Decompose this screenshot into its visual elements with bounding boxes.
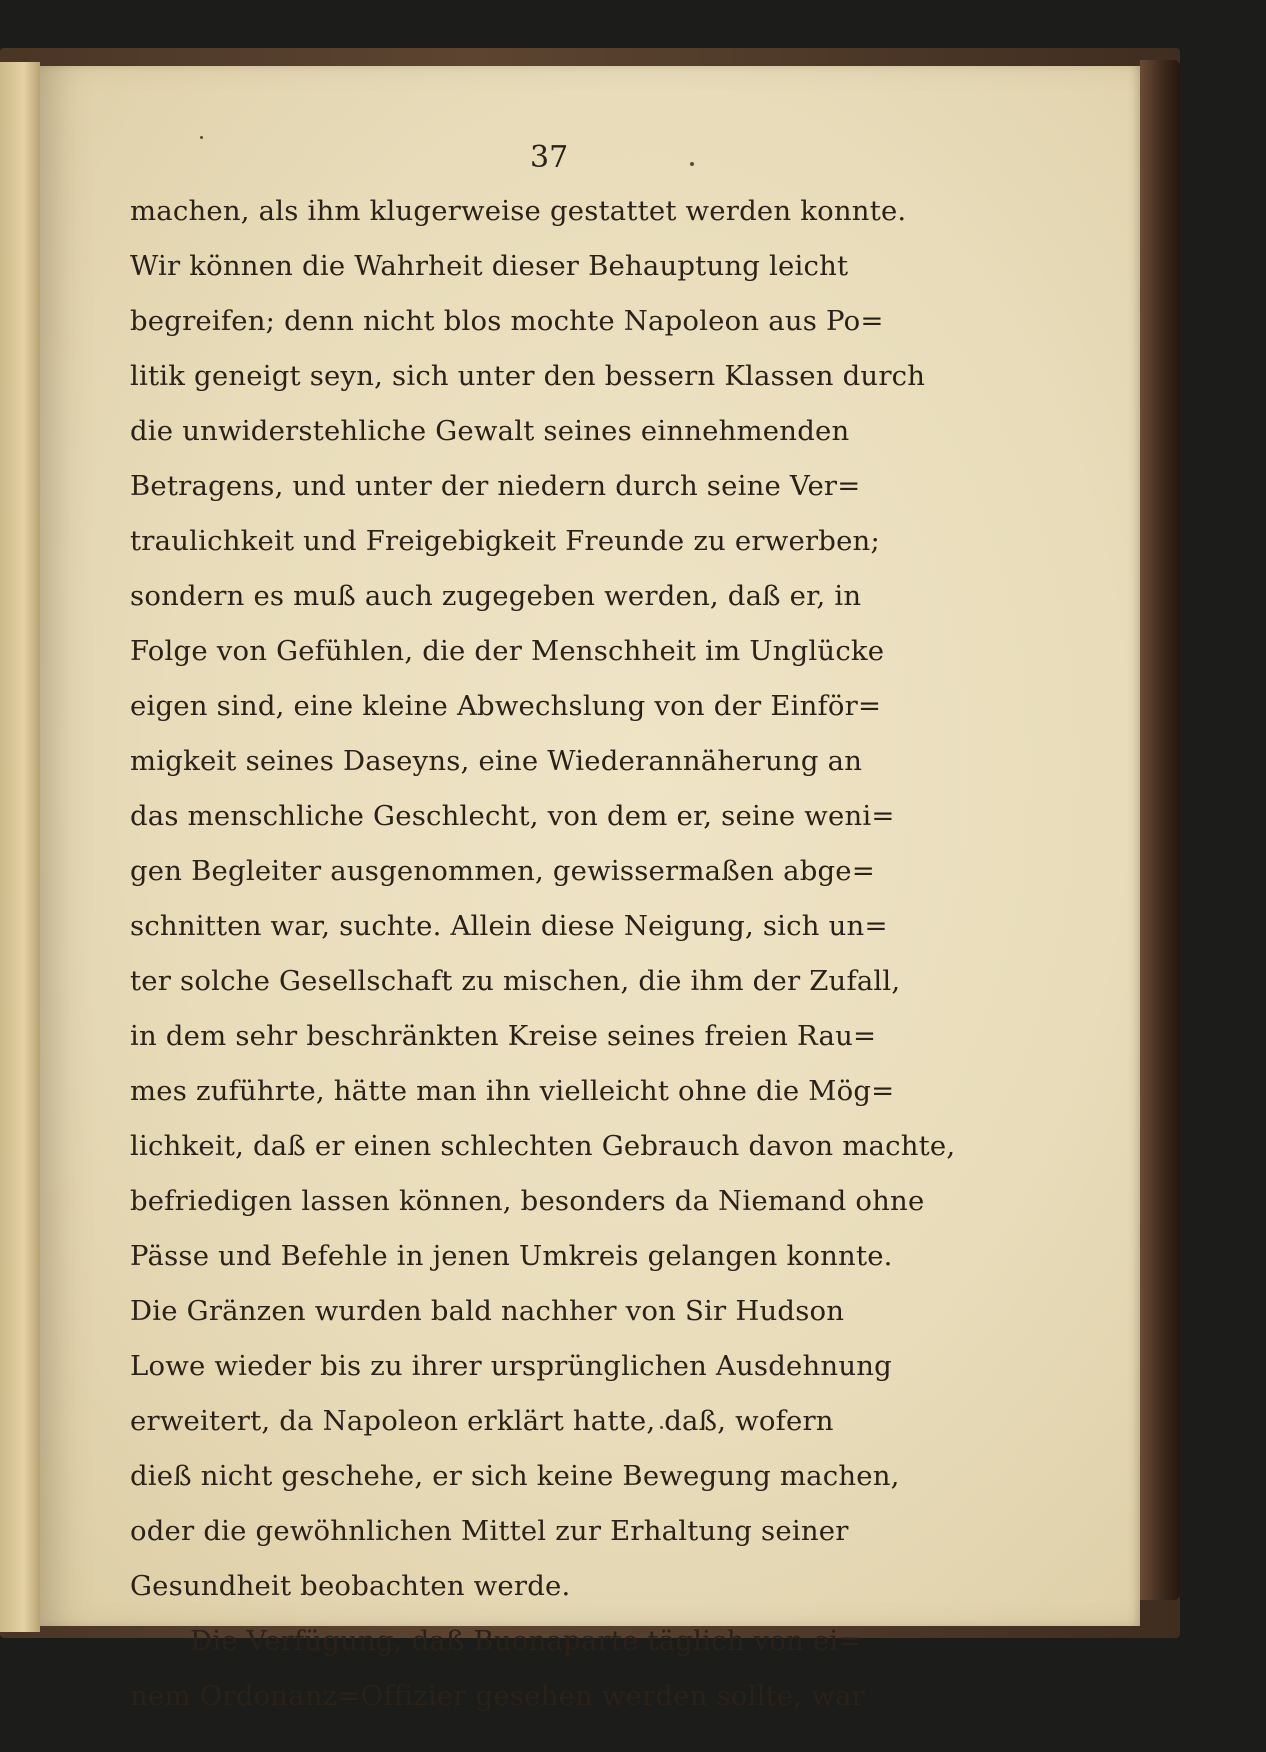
text-line: oder die gewöhnlichen Mittel zur Erhaltung seiner — [130, 1515, 849, 1547]
text-line: migkeit seines Daseyns, eine Wiederannäherung an — [130, 745, 863, 777]
text-line: gen Begleiter ausgenommen, gewissermaßen abge= — [130, 855, 876, 887]
text-line: ter solche Gesellschaft zu mischen, die ihm der Zufall, — [130, 965, 901, 997]
text-line: befriedigen lassen können, besonders da Niemand ohne — [130, 1185, 925, 1217]
text-line: Gesundheit beobachten werde. — [130, 1570, 571, 1602]
page-number: 37 — [530, 140, 569, 175]
text-line: Folge von Gefühlen, die der Menschheit im Unglücke — [130, 635, 885, 667]
text-line: in dem sehr beschränkten Kreise seines freien Rau= — [130, 1020, 877, 1052]
text-line: lichkeit, daß er einen schlechten Gebrauch davon machte, — [130, 1130, 956, 1162]
paper-fleck — [690, 162, 694, 166]
text-line: litik geneigt seyn, sich unter den bessern Klassen durch — [130, 360, 926, 392]
text-line: machen, als ihm klugerweise gestattet werden konnte. — [130, 195, 907, 227]
text-line: Wir können die Wahrheit dieser Behauptung leicht — [130, 250, 849, 282]
text-line: Lowe wieder bis zu ihrer ursprünglichen Ausdehnung — [130, 1350, 892, 1382]
text-line: Pässe und Befehle in jenen Umkreis gelangen konnte. — [130, 1240, 893, 1272]
text-line: Betragens, und unter der niedern durch seine Ver= — [130, 470, 861, 502]
text-line: dieß nicht geschehe, er sich keine Bewegung machen, — [130, 1460, 900, 1492]
text-line: Die Verfügung, daß Buonaparte täglich von ei= — [190, 1625, 862, 1657]
text-line: erweitert, da Napoleon erklärt hatte, daß, wofern — [130, 1405, 834, 1437]
facing-page-edge — [0, 62, 40, 1632]
text-line: Die Gränzen wurden bald nachher von Sir Hudson — [130, 1295, 845, 1327]
text-line: das menschliche Geschlecht, von dem er, seine weni= — [130, 800, 895, 832]
paper-fleck — [200, 136, 203, 139]
text-line: schnitten war, suchte. Allein diese Neigung, sich un= — [130, 910, 888, 942]
text-line: sondern es muß auch zugegeben werden, daß er, in — [130, 580, 862, 612]
book-cover-edge — [1140, 60, 1180, 1600]
text-line: nem Ordonanz=Offizier gesehen werden sollte, war — [130, 1680, 865, 1712]
text-line: begreifen; denn nicht blos mochte Napoleon aus Po= — [130, 305, 884, 337]
text-line: traulichkeit und Freigebigkeit Freunde zu erwerben; — [130, 525, 880, 557]
text-line: mes zuführte, hätte man ihn vielleicht ohne die Mög= — [130, 1075, 895, 1107]
text-line: eigen sind, eine kleine Abwechslung von der Einför= — [130, 690, 882, 722]
text-line: die unwiderstehliche Gewalt seines einnehmenden — [130, 415, 850, 447]
body-text — [130, 184, 970, 1724]
